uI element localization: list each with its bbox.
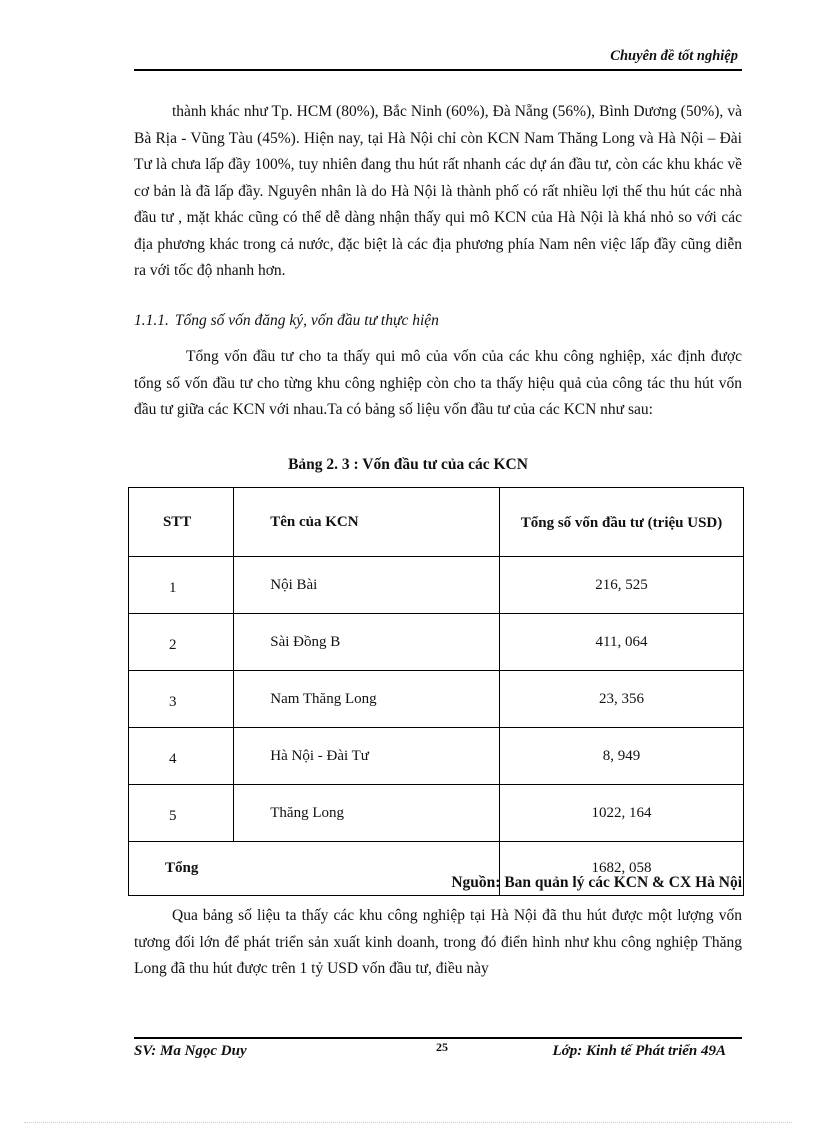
page-footer	[134, 1032, 742, 1062]
row-name: Hà Nội - Đài Tư	[234, 728, 500, 785]
document-title: Chuyên đề tốt nghiệp	[610, 48, 738, 64]
row-stt: 1	[129, 557, 234, 614]
row-value: 411, 064	[499, 614, 743, 671]
total-label: Tổng	[129, 842, 500, 896]
row-stt: 4	[129, 728, 234, 785]
row-stt: 5	[129, 785, 234, 842]
row-stt: 2	[129, 614, 234, 671]
paragraph-analysis: Qua bảng số liệu ta thấy các khu công nghiệp tại Hà Nội đã thu hút được một lượng vốn tương đối lớn để phát triển sản xuất kinh doanh, trong đó điển hình như khu công nghiệp Thăng Long đã thu hút được trên 1 tỷ USD vốn đầu tư, điều này	[134, 907, 742, 977]
table-header-row	[129, 488, 744, 557]
student-name: SV: Ma Ngọc Duy	[134, 1043, 247, 1059]
row-name: Sài Đồng B	[234, 614, 500, 671]
row-name: Nam Thăng Long	[234, 671, 500, 728]
table-row	[129, 557, 744, 614]
row-name: Nội Bài	[234, 557, 500, 614]
row-stt: 3	[129, 671, 234, 728]
row-value: 1022, 164	[499, 785, 743, 842]
section-heading	[134, 312, 439, 330]
class-name: Lớp: Kinh tế Phát triển 49A	[552, 1043, 726, 1059]
header-stt: STT	[129, 488, 234, 557]
section-number: 1.1.1.	[134, 312, 169, 329]
header-name: Tên của KCN	[234, 488, 500, 557]
footer-rule	[134, 1037, 742, 1039]
row-value: 23, 356	[499, 671, 743, 728]
investment-table	[128, 487, 744, 896]
section-title: Tổng số vốn đăng ký, vốn đầu tư thực hiện	[174, 312, 439, 329]
table-row	[129, 614, 744, 671]
page-number: 25	[436, 1040, 448, 1054]
table-row	[129, 728, 744, 785]
table-source: Nguồn: Ban quản lý các KCN & CX Hà Nội	[451, 874, 742, 891]
table-row	[129, 671, 744, 728]
total-value: 1682, 058	[499, 842, 743, 896]
paragraph-intro: thành khác như Tp. HCM (80%), Bắc Ninh (60%), Đà Nẵng (56%), Bình Dương (50%), và Bà Rịa - Vũng Tàu (45%). Hiện nay, tại Hà Nội chỉ còn KCN Nam Thăng Long và Hà Nội – Đài Tư là chưa lấp đầy 100%, tuy nhiên đang thu hút rất nhanh các dự án đầu tư, còn các khu khác về cơ bản là đã lấp đầy. Nguyên nhân là do Hà Nội là thành phố có rất nhiều lợi thế thu hút các nhà đầu tư , mặt khác cũng có thể dễ dàng nhận thấy qui mô KCN của Hà Nội là khá nhỏ so với các địa phương khác trong cả nước, đặc biệt là các địa phương phía Nam nên việc lấp đầy cũng diễn ra với tốc độ nhanh hơn.	[134, 103, 742, 279]
row-value: 8, 949	[499, 728, 743, 785]
header-rule	[134, 69, 742, 71]
table-row	[129, 785, 744, 842]
row-value: 216, 525	[499, 557, 743, 614]
header-capital: Tổng số vốn đầu tư (triệu USD)	[499, 488, 743, 557]
table-caption: Bảng 2. 3 : Vốn đầu tư của các KCN	[288, 456, 528, 473]
paragraph-capital: Tổng vốn đầu tư cho ta thấy qui mô của vốn của các khu công nghiệp, xác định được tổng số vốn đầu tư cho từng khu công nghiệp còn cho ta thấy hiệu quả của công tác thu hút vốn đầu tư giữa các KCN với nhau.Ta có bảng số liệu vốn đầu tư của các KCN như sau:	[134, 348, 742, 418]
row-name: Thăng Long	[234, 785, 500, 842]
page-header	[134, 44, 742, 70]
